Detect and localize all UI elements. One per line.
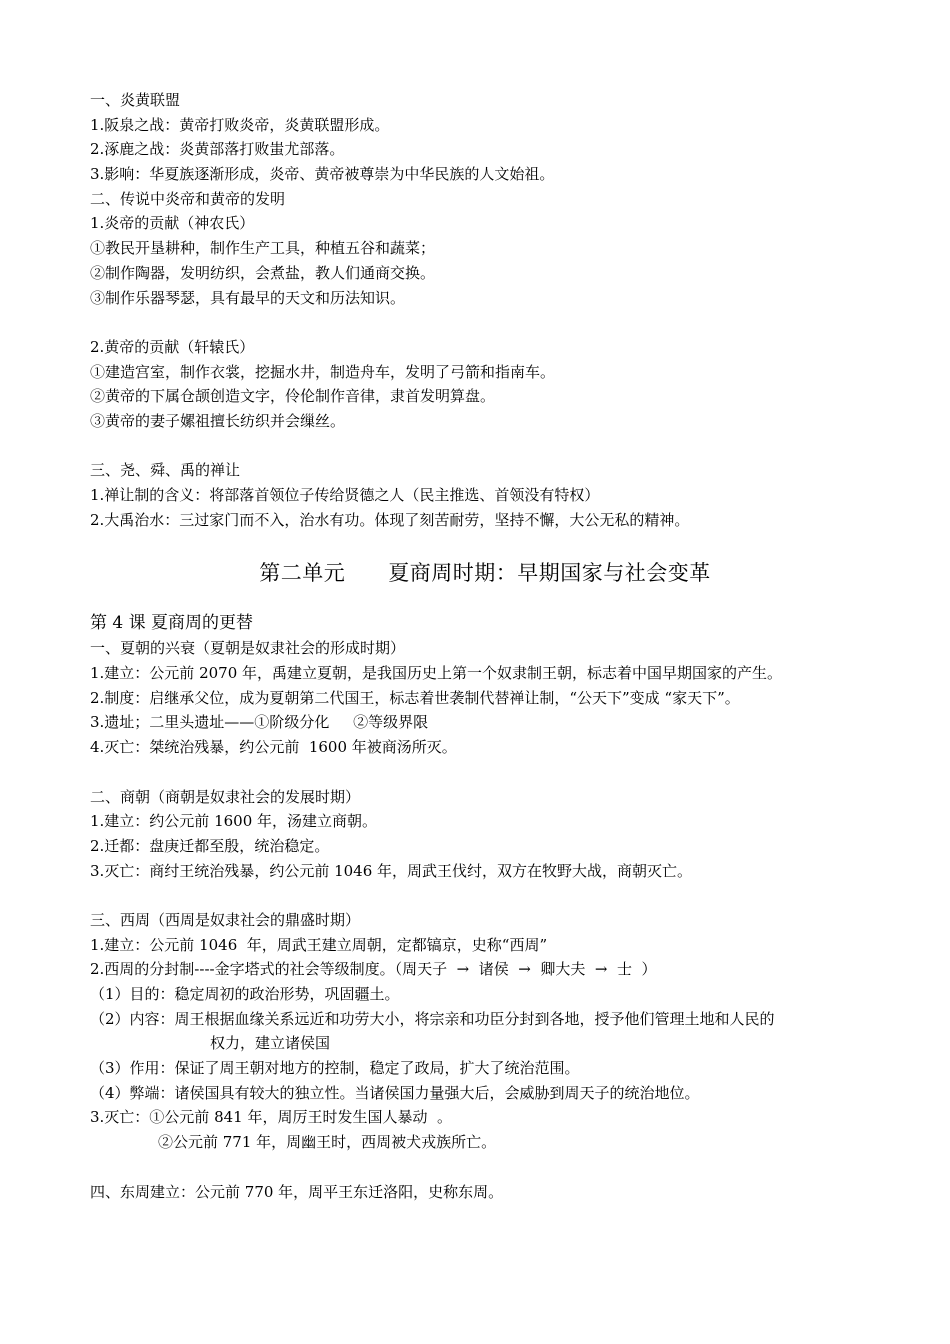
document-page — [90, 88, 880, 1204]
list-item: 3.灭亡：商纣王统治残暴，约公元前 1046 年，周武王伐纣，双方在牧野大战，商朝灭亡。 — [90, 861, 693, 880]
blank-line — [90, 1155, 880, 1180]
list-item: 1.建立：公元前 2070 年，禹建立夏朝，是我国历史上第一个奴隶制王朝，标志着中国早期国家的产生。 — [90, 664, 783, 683]
list-item: ③黄帝的妻子嫘祖擅长纺织并会缫丝。 — [90, 411, 346, 430]
list-item: ①教民开垦耕种，制作生产工具，种植五谷和蔬菜； — [90, 239, 436, 258]
list-item: 1.建立：约公元前 1600 年，汤建立商朝。 — [90, 812, 378, 831]
blank-line — [90, 883, 880, 908]
section-heading-shanrang: 三、尧、舜、禹的禅让 — [90, 461, 241, 480]
list-item: 2.西周的分封制----金字塔式的社会等级制度。（周天子 → 诸侯 → 卿大夫 → 士 ） — [90, 960, 657, 979]
list-item-continuation: ②公元前 771 年，周幽王时，西周被犬戎族所亡。 — [158, 1133, 497, 1152]
sub-item: （2）内容：周王根据血缘关系远近和功劳大小，将宗亲和功臣分封到各地，授予他们管理土地和人民的 — [90, 1009, 775, 1028]
list-item: ②黄帝的下属仓颉创造文字，伶伦制作音律，隶首发明算盘。 — [90, 387, 496, 406]
sub-item-continuation: 权力，建立诸侯国 — [210, 1034, 331, 1053]
list-item: 1.建立：公元前 1046 年，周武王建立周朝，定都镐京，史称“西周” — [90, 935, 548, 954]
lesson-title: 第 4 课 夏商周的更替 — [90, 613, 254, 634]
section-heading-xizhou: 三、西周（西周是奴隶社会的鼎盛时期） — [90, 910, 361, 929]
sub-item: （4）弊端：诸侯国具有较大的独立性。当诸侯国力量强大后，会威胁到周天子的统治地位。 — [90, 1083, 700, 1102]
sub-item: （1）目的：稳定周初的政治形势，巩固疆土。 — [90, 985, 400, 1003]
list-item: 1.阪泉之战：黄帝打败炎帝，炎黄联盟形成。 — [90, 115, 390, 134]
section-heading-shang: 二、商朝（商朝是奴隶社会的发展时期） — [90, 787, 361, 806]
sub-item: （3）作用：保证了周王朝对地方的控制，稳定了政局，扩大了统治范围。 — [90, 1059, 580, 1078]
list-item: 3.影响：华夏族逐渐形成，炎帝、黄帝被尊崇为中华民族的人文始祖。 — [90, 165, 555, 184]
list-item: 2.制度：启继承父位，成为夏朝第二代国王，标志着世袭制代替禅让制，“公天下”变成 “家天下”。 — [90, 688, 740, 707]
blank-line — [90, 310, 880, 335]
list-item: 3.灭亡：①公元前 841 年，周厉王时发生国人暴动 。 — [90, 1108, 453, 1127]
subheading-yandi: 1.炎帝的贡献（神农氏） — [90, 214, 255, 233]
subheading-huangdi: 2.黄帝的贡献（轩辕氏） — [90, 337, 255, 356]
blank-line — [90, 760, 880, 785]
blank-line — [90, 434, 880, 459]
section-heading-dongzhou: 四、东周建立：公元前 770 年，周平王东迁洛阳，史称东周。 — [90, 1182, 504, 1201]
list-item: 3.遗址；二里头遗址——①阶级分化 ②等级界限 — [90, 713, 429, 732]
section-heading-inventions: 二、传说中炎帝和黄帝的发明 — [90, 189, 286, 208]
list-item: 2.迁都：盘庚迁都至殷，统治稳定。 — [90, 836, 330, 855]
list-item: ③制作乐器琴瑟，具有最早的天文和历法知识。 — [90, 288, 406, 307]
section-heading-yanhuang: 一、炎黄联盟 — [90, 91, 181, 109]
list-item: 2.涿鹿之战：炎黄部落打败蚩尤部落。 — [90, 140, 345, 159]
list-item: ②制作陶器，发明纺织，会煮盐，教人们通商交换。 — [90, 263, 436, 282]
unit-title: 第二单元 夏商周时期：早期国家与社会变革 — [259, 561, 711, 586]
list-item: 4.灭亡：桀统治残暴，约公元前 1600 年被商汤所灭。 — [90, 738, 457, 757]
section-heading-xia: 一、夏朝的兴衰（夏朝是奴隶社会的形成时期） — [90, 639, 406, 658]
list-item: 2.大禹治水：三过家门而不入，治水有功。体现了刻苦耐劳，坚持不懈，大公无私的精神。 — [90, 510, 690, 529]
list-item: 1.禅让制的含义：将部落首领位子传给贤德之人（民主推选、首领没有特权） — [90, 486, 600, 504]
list-item: ①建造宫室，制作衣裳，挖掘水井，制造舟车，发明了弓箭和指南车。 — [90, 362, 556, 381]
